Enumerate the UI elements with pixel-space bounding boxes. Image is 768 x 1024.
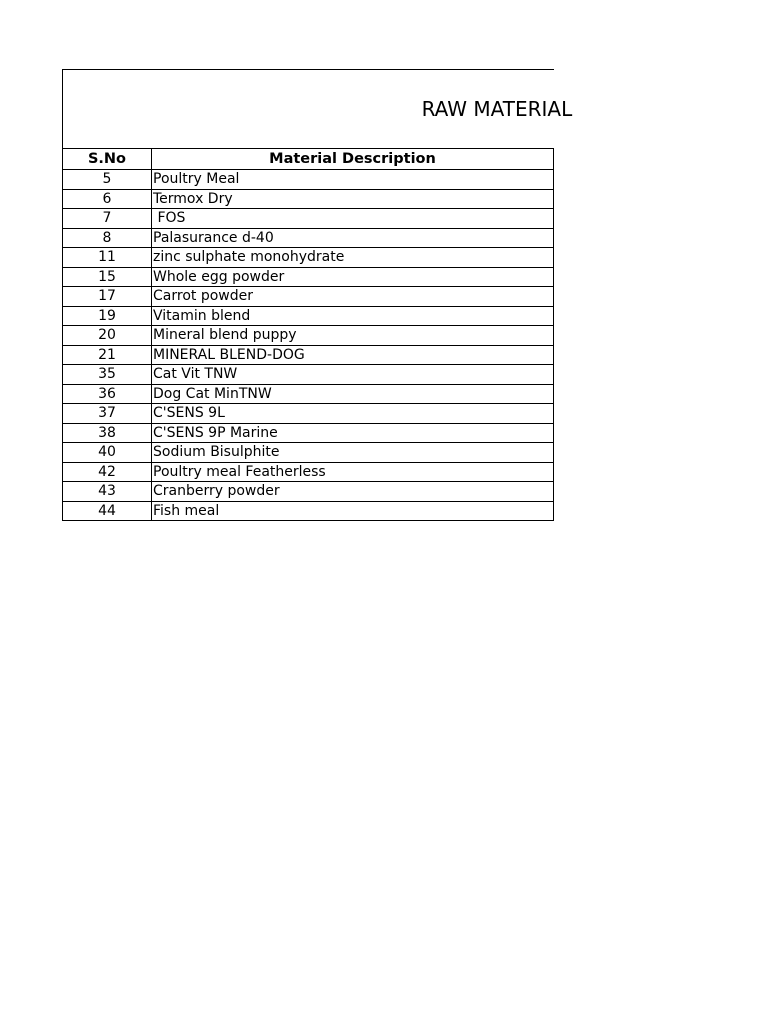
table-row: [63, 189, 554, 209]
description-cell: Sodium Bisulphite: [152, 443, 554, 463]
sno-cell: 43: [63, 482, 152, 502]
description-cell: Cranberry powder: [152, 482, 554, 502]
table-row: [63, 306, 554, 326]
table-row: [63, 482, 554, 502]
table-row: [63, 501, 554, 521]
table-row: [63, 287, 554, 307]
table-row: [63, 170, 554, 190]
description-cell: Dog Cat MinTNW: [152, 384, 554, 404]
sno-cell: 35: [63, 365, 152, 385]
sno-cell: 44: [63, 501, 152, 521]
description-cell: Fish meal: [152, 501, 554, 521]
table-row: [63, 404, 554, 424]
description-cell: Mineral blend puppy: [152, 326, 554, 346]
description-cell: Cat Vit TNW: [152, 365, 554, 385]
description-cell: C'SENS 9L: [152, 404, 554, 424]
description-cell: MINERAL BLEND-DOG: [152, 345, 554, 365]
table-row: [63, 365, 554, 385]
table-row: [63, 248, 554, 268]
table-row: [63, 462, 554, 482]
table-row: [63, 423, 554, 443]
table-row: [63, 384, 554, 404]
sno-cell: 6: [63, 189, 152, 209]
sno-cell: 7: [63, 209, 152, 229]
header-description: Material Description: [152, 149, 554, 170]
raw-material-sheet: [62, 69, 573, 521]
sno-cell: 42: [63, 462, 152, 482]
header-row: [63, 149, 554, 170]
table-row: [63, 345, 554, 365]
sno-cell: 15: [63, 267, 152, 287]
sheet-title: RAW MATERIAL: [421, 97, 573, 121]
sno-cell: 17: [63, 287, 152, 307]
table-row: [63, 267, 554, 287]
description-cell: Termox Dry: [152, 189, 554, 209]
table-body: [63, 170, 554, 521]
table-row: [63, 326, 554, 346]
description-cell: zinc sulphate monohydrate: [152, 248, 554, 268]
title-cell: [63, 70, 573, 149]
table-row: [63, 228, 554, 248]
description-cell: Poultry meal Featherless: [152, 462, 554, 482]
description-cell: Carrot powder: [152, 287, 554, 307]
sno-cell: 11: [63, 248, 152, 268]
sno-cell: 21: [63, 345, 152, 365]
sno-cell: 19: [63, 306, 152, 326]
sno-cell: 8: [63, 228, 152, 248]
sno-cell: 5: [63, 170, 152, 190]
description-cell: C'SENS 9P Marine: [152, 423, 554, 443]
sno-cell: 36: [63, 384, 152, 404]
description-cell: Whole egg powder: [152, 267, 554, 287]
raw-material-table: [62, 69, 573, 521]
sno-cell: 37: [63, 404, 152, 424]
table-row: [63, 209, 554, 229]
sno-cell: 38: [63, 423, 152, 443]
sno-cell: 40: [63, 443, 152, 463]
header-sno: S.No: [63, 149, 152, 170]
description-cell: Vitamin blend: [152, 306, 554, 326]
sno-cell: 20: [63, 326, 152, 346]
table-row: [63, 443, 554, 463]
title-row: [63, 70, 554, 149]
description-cell: Poultry Meal: [152, 170, 554, 190]
description-cell: Palasurance d-40: [152, 228, 554, 248]
description-cell: FOS: [152, 209, 554, 229]
